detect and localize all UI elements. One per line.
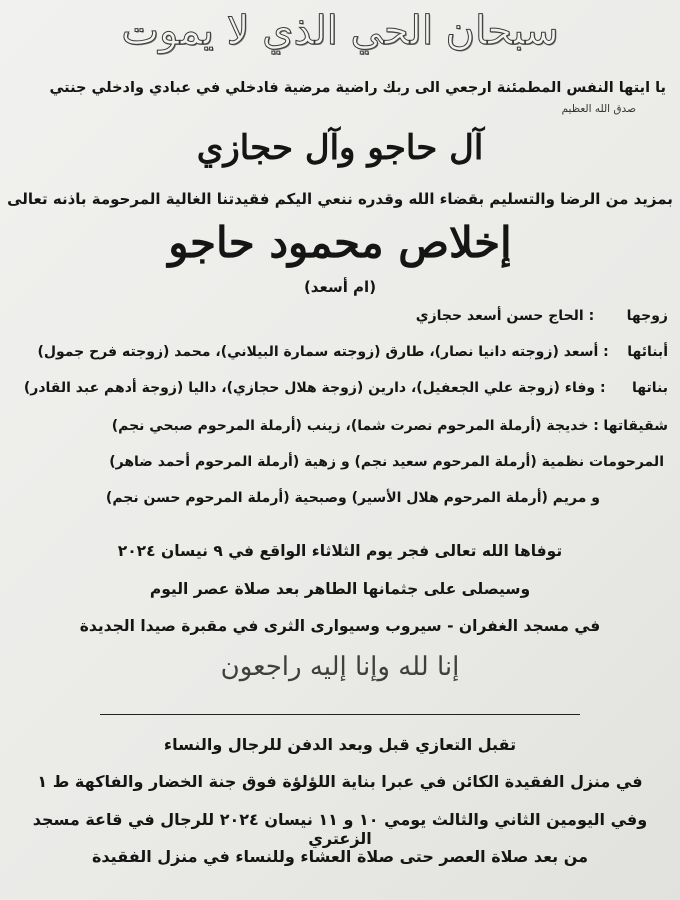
sisters-row [10, 418, 668, 434]
funeral-prayer-line: وسيصلى على جثمانها الطاهر بعد صلاة عصر اليوم [149, 580, 531, 598]
calligraphy-heading: سبحان الحي الذي لا يموت [121, 8, 559, 54]
intro-text: بمزيد من الرضا والتسليم بقضاء الله وقدره ننعي اليكم فقيدتنا الغالية المرحومة باذنه تعالى [7, 190, 673, 208]
verse-reference: صدق الله العظيم [561, 103, 636, 115]
burial-location-line: في مسجد الغفران - سيروب وسيوارى الثرى في مقبرة صيدا الجديدة [79, 617, 601, 635]
death-date-line: توفاها الله تعالى فجر يوم الثلاثاء الواقع في ٩ نيسان ٢٠٢٤ [117, 542, 563, 560]
husband-value: : الحاج حسن أسعد حجازي [415, 308, 595, 324]
daughters-value: : وفاء (زوجة علي الجعفيل)، دارين (زوجة هلال حجازي)، داليا (زوجة أدهم عبد القادر) [23, 380, 606, 396]
daughters-row [10, 380, 668, 396]
daughters-label: بناتها [632, 380, 668, 396]
family-name: آل حاجو وآل حجازي [196, 128, 484, 168]
prayer-calligraphy: إنا لله وإنا إليه راجعون [220, 652, 460, 682]
condolences-line-3: وفي اليومين الثاني والثالث يومي ١٠ و ١١ نيسان ٢٠٢٤ للرجال في قاعة مسجد الزعتري [32, 810, 648, 848]
husband-row [10, 308, 668, 324]
condolences-line-4: من بعد صلاة العصر حتى صلاة العشاء وللنساء في منزل الفقيدة [91, 847, 589, 866]
condolences-line-1: تقبل التعازي قبل وبعد الدفن للرجال والنساء [163, 735, 517, 754]
condolences-line-2: في منزل الفقيدة الكائن في عبرا بناية اللؤلؤة فوق جنة الخضار والفاكهة ط ١ [37, 772, 643, 791]
quran-verse: يا ايتها النفس المطمئنة ارجعي الى ربك راضية مرضية فادخلي في عبادي وادخلي جنتي [49, 80, 666, 96]
sisters-label: شقيقاتها [603, 418, 668, 434]
sisters-value-1: : خديجة (أرملة المرحوم نصرت شما)، زينب (أرملة المرحوم صبحي نجم) [111, 418, 599, 434]
sons-value: : أسعد (زوجته دانيا نصار)، طارق (زوجته سمارة البيلاني)، محمد (زوجته فرح جمول) [37, 344, 609, 360]
husband-label: زوجها [626, 308, 668, 324]
sons-label: أبنائها [627, 344, 668, 360]
sisters-row-2 [10, 454, 664, 470]
sons-row [10, 344, 668, 360]
sisters-value-3: و مريم (أرملة المرحوم هلال الأسير) وصبحية (أرملة المرحوم حسن نجم) [105, 490, 600, 506]
sisters-row-3 [10, 490, 600, 506]
divider [100, 714, 580, 715]
sisters-value-2: المرحومات نظمية (أرملة المرحوم سعيد نجم) و زهية (أرملة المرحوم أحمد ضاهر) [109, 454, 664, 470]
deceased-nickname: (ام أسعد) [303, 278, 377, 296]
deceased-name: إخلاص محمود حاجو [168, 218, 512, 267]
